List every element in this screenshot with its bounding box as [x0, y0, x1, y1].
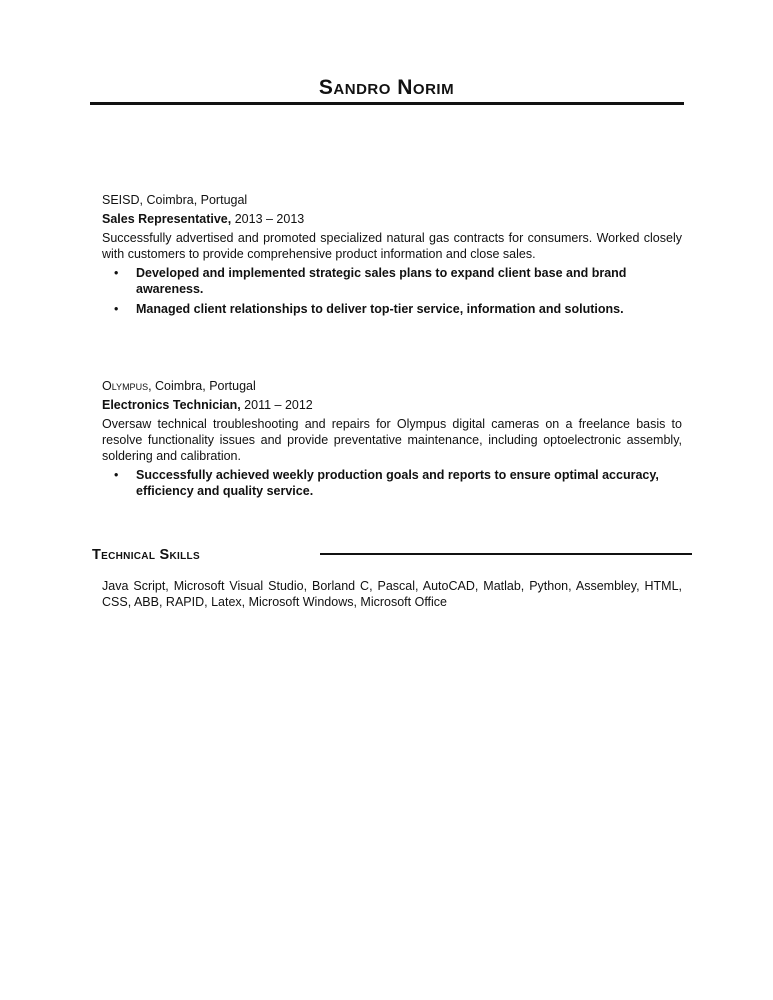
job-dates: 2013 – 2013: [231, 212, 305, 226]
candidate-name: Sandro Norim: [318, 76, 455, 99]
job-company-line: [102, 378, 682, 394]
job-dates: 2011 – 2012: [240, 398, 313, 412]
job-title: Sales Representative,: [102, 212, 232, 226]
job-bullet: [102, 265, 682, 297]
bullet-dot: •: [114, 468, 119, 482]
name-divider: [90, 102, 684, 105]
job-bullet: [102, 301, 682, 317]
job-location: , Coimbra, Portugal: [139, 193, 248, 207]
job-entry-seisd: [102, 192, 682, 321]
job-title-line: [102, 211, 682, 227]
job-company: Olympus: [102, 379, 149, 393]
job-bullets: [102, 265, 682, 317]
job-company: SEISD: [102, 193, 140, 207]
bullet-text: Developed and implemented strategic sales plans to expand client base and brand awareness.: [136, 266, 627, 296]
job-description: Oversaw technical troubleshooting and repairs for Olympus digital cameras on a freelance basis to resolve functionality issues and provide preventative maintenance, including optoelectronic assembly, soldering and calibration.: [102, 417, 682, 463]
job-entry-olympus: [102, 378, 682, 503]
job-bullet: [102, 467, 682, 499]
job-bullets: [102, 467, 682, 499]
bullet-text: Successfully achieved weekly production goals and reports to ensure optimal accuracy, efficiency and quality service.: [136, 468, 659, 498]
technical-skills-heading: Technical Skills: [92, 547, 200, 563]
job-title-line: [102, 397, 682, 413]
technical-skills-divider: [320, 553, 692, 555]
job-location: , Coimbra, Portugal: [148, 379, 256, 393]
job-company-line: [102, 192, 682, 208]
job-title: Electronics Technician,: [102, 398, 241, 412]
technical-skills-list: Java Script, Microsoft Visual Studio, Borland C, Pascal, AutoCAD, Matlab, Python, Assembley, HTML, CSS, ABB, RAPID, Latex, Microsoft Windows, Microsoft Office: [102, 579, 682, 609]
bullet-text: Managed client relationships to deliver top-tier service, information and solutions.: [136, 302, 624, 316]
bullet-dot: •: [114, 302, 119, 316]
job-description: Successfully advertised and promoted specialized natural gas contracts for consumers. Worked closely with customers to provide comprehensive product information and close sales.: [102, 231, 682, 261]
bullet-dot: •: [114, 266, 119, 280]
